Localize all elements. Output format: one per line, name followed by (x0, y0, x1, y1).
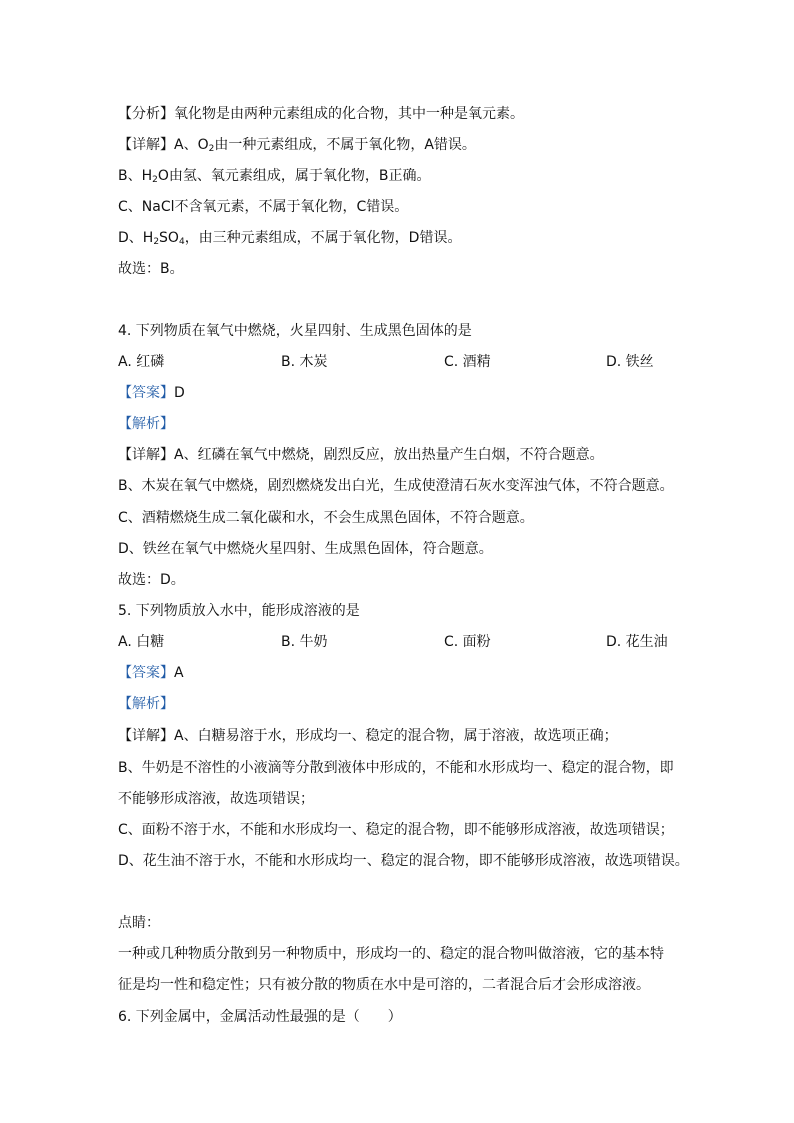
detail-a-pre: A、O (174, 137, 209, 153)
detail-line-d (118, 228, 461, 248)
q4-answer (118, 383, 185, 403)
q5-detail-b1: B、牛奶是不溶性的小液滴等分散到液体中形成的，不能和水形成均一、稳定的混合物，即 (118, 760, 674, 776)
q5-option-c: C. 面粉 (444, 634, 491, 650)
detail-d-mid: SO (159, 230, 179, 246)
q4-option-c: C. 酒精 (444, 354, 491, 370)
q5-note-line-2: 征是均一性和稳定性；只有被分散的物质在水中是可溶的，二者混合后才会形成溶液。 (118, 977, 650, 993)
detail-b-post: O由氢、氧元素组成，属于氧化物，B正确。 (157, 168, 431, 184)
analysis-text: 氧化物是由两种元素组成的化合物，其中一种是氧元素。 (174, 106, 524, 122)
q4-detail-c: C、酒精燃烧生成二氧化碳和水，不会生成黑色固体，不符合题意。 (118, 510, 534, 526)
q4-answer-value: D (174, 385, 185, 401)
q4-detail-d: D、铁丝在氧气中燃烧火星四射、生成黑色固体，符合题意。 (118, 541, 493, 557)
detail-a-post: 由一种元素组成，不属于氧化物，A错误。 (214, 137, 476, 153)
detail-b-pre: B、H (118, 168, 153, 184)
q4-detail-b: B、木炭在氧气中燃烧，剧烈燃烧发出白光，生成使澄清石灰水变浑浊气体，不符合题意。 (118, 478, 674, 494)
q4-jiexi-tag: 【解析】 (118, 416, 174, 432)
q5-detail-tag: 【详解】 (118, 728, 174, 744)
q5-note-line-1: 一种或几种物质分散到另一种物质中，形成均一的、稳定的混合物叫做溶液，它的基本特 (118, 946, 664, 962)
q5-option-a: A. 白糖 (118, 634, 165, 650)
q5-detail-c: C、面粉不溶于水，不能和水形成均一、稳定的混合物，即不能够形成溶液，故选项错误； (118, 822, 674, 838)
q4-options (118, 352, 718, 372)
detail-a-sub: 2 (208, 144, 215, 154)
q5-stem: 5. 下列物质放入水中，能形成溶液的是 (118, 603, 360, 619)
q5-option-d: D. 花生油 (606, 634, 668, 650)
analysis-line (118, 104, 524, 124)
detail-b-sub: 2 (152, 175, 158, 185)
q4-stem: 4. 下列物质在氧气中燃烧，火星四射、生成黑色固体的是 (118, 323, 472, 339)
q5-options (118, 632, 718, 652)
detail-d-post: ，由三种元素组成，不属于氧化物，D错误。 (184, 230, 462, 246)
q4-option-b: B. 木炭 (281, 354, 328, 370)
detail-line-b (118, 166, 431, 186)
conclusion-3: 故选：B。 (118, 261, 184, 277)
detail-d-sub1: 2 (153, 237, 160, 247)
detail-tag: 【详解】 (118, 137, 174, 153)
q5-detail-b2: 不能够形成溶液，故选项错误； (118, 791, 314, 807)
q6-stem: 6. 下列金属中，金属活动性最强的是（ ） (118, 1009, 402, 1025)
detail-line-a (118, 135, 476, 155)
q4-conclusion: 故选：D。 (118, 572, 185, 588)
q5-option-b: B. 牛奶 (281, 634, 328, 650)
q5-note-title: 点睛： (118, 915, 160, 931)
q4-detail-tag: 【详解】 (118, 447, 174, 463)
analysis-tag: 【分析】 (118, 106, 174, 122)
q5-jiexi-tag: 【解析】 (118, 696, 174, 712)
q4-detail-a-text: A、红磷在氧气中燃烧，剧烈反应，放出热量产生白烟，不符合题意。 (174, 447, 604, 463)
q5-answer-value: A (174, 665, 184, 681)
q4-answer-tag: 【答案】 (118, 385, 174, 401)
q4-option-d: D. 铁丝 (606, 354, 654, 370)
detail-d-sub2: 4 (178, 237, 185, 247)
detail-d-pre: D、H (118, 230, 154, 246)
q5-detail-a-text: A、白糖易溶于水，形成均一、稳定的混合物，属于溶液，故选项正确； (174, 728, 618, 744)
q5-detail-a (118, 726, 618, 746)
detail-line-c: C、NaCl不含氧元素，不属于氧化物，C错误。 (118, 199, 409, 215)
q5-detail-d: D、花生油不溶于水，不能和水形成均一、稳定的混合物，即不能够形成溶液，故选项错误。 (118, 853, 689, 869)
q5-answer (118, 663, 184, 683)
q5-answer-tag: 【答案】 (118, 665, 174, 681)
q4-detail-a (118, 445, 604, 465)
q4-option-a: A. 红磷 (118, 354, 165, 370)
